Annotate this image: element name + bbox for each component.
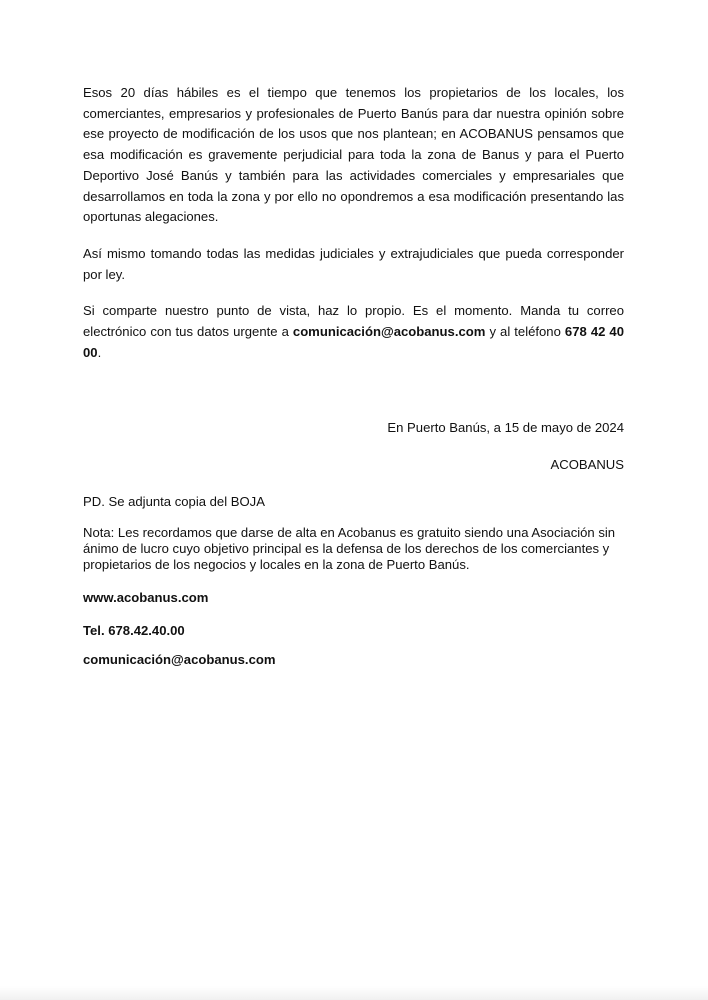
cta-text-part2: y al teléfono xyxy=(485,324,565,340)
page-edge-shadow xyxy=(0,986,708,1000)
cta-text-part3: . xyxy=(97,344,102,360)
membership-note: Nota: Les recordamos que darse de alta en Acobanus es gratuito siendo una Asociación sin ánimo de lucro cuyo objetivo principal es la defensa de los derechos de los comerciantes y propietarios de los negocios y locales en la zona de Puerto Banús. xyxy=(83,525,616,573)
document-body xyxy=(83,83,624,669)
contact-phone: Tel. 678.42.40.00 xyxy=(83,623,185,639)
cta-phone: 678 42 40 00 xyxy=(83,324,624,360)
cta-text-part1: Si comparte nuestro punto de vista, haz lo propio. Es el momento. Manda tu correo electrónico con tus datos urgente a xyxy=(83,303,624,340)
contact-website: www.acobanus.com xyxy=(83,590,209,606)
signoff-date: En Puerto Banús, a 15 de mayo de 2024 xyxy=(387,420,624,436)
cta-email: comunicación@acobanus.com xyxy=(292,324,486,340)
contact-email: comunicación@acobanus.com xyxy=(83,652,276,668)
signoff-signature: ACOBANUS xyxy=(550,457,624,473)
paragraph-medidas-judiciales: Así mismo tomando todas las medidas judiciales y extrajudiciales que pueda corresponder por ley. xyxy=(83,245,624,282)
postscript: PD. Se adjunta copia del BOJA xyxy=(83,494,265,510)
paragraph-alegaciones: Esos 20 días hábiles es el tiempo que tenemos los propietarios de los locales, los comerciantes, empresarios y profesionales de Puerto Banús para dar nuestra opinión sobre ese proyecto de modificación de los usos que nos plantean; en ACOBANUS pensamos que esa modificación es gravemente perjudicial para toda la zona de Banus y para el Puerto Deportivo José Banús y también para las actividades comerciales y empresariales que desarrollamos en toda la zona y por ello no opondremos a esa modificación presentando las oportunas alegaciones. xyxy=(83,85,624,225)
paragraph-call-to-action xyxy=(83,301,624,363)
